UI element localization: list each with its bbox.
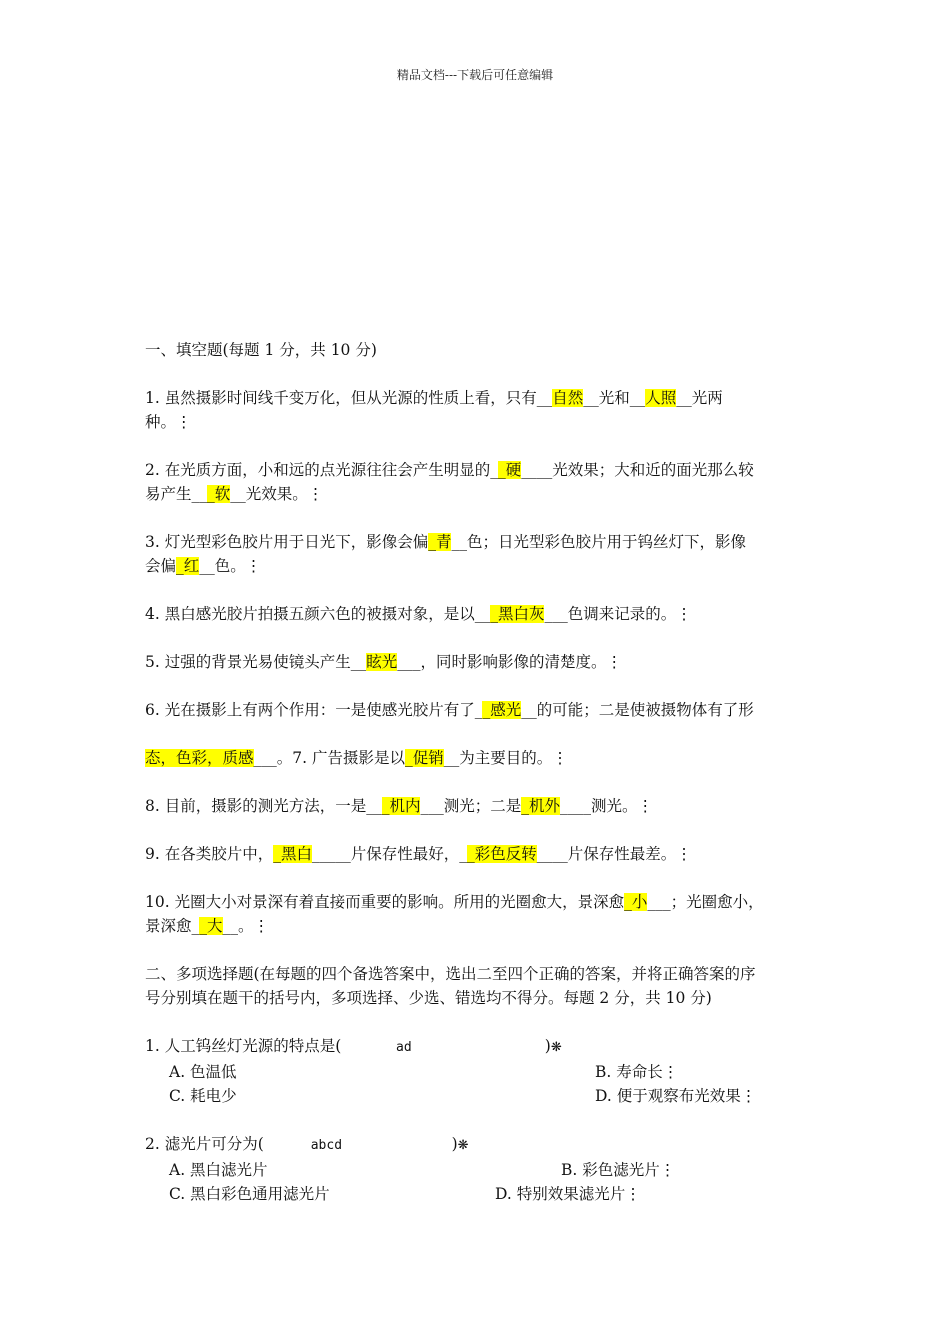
option-a: A. 色温低	[169, 1063, 237, 1081]
option-a: A. 黑白滤光片	[169, 1161, 268, 1179]
question-10: 10. 光圈大小对景深有着直接而重要的影响。所用的光圈愈大，景深愈_小___；光圈愈小，	[145, 893, 764, 911]
option-c: C. 黑白彩色通用滤光片	[169, 1185, 330, 1203]
mc-question-1: 1. 人工钨丝灯光源的特点是( ad )❋	[145, 1034, 815, 1060]
answer-highlight: 眩光	[366, 653, 398, 671]
question-1: 1. 虽然摄影时间线千变万化，但从光源的性质上看，只有__自然__光和__人照__光两	[145, 389, 723, 407]
question-9: 9. 在各类胶片中，_黑白_____片保存性最好，__彩色反转____片保存性最差。⋮	[145, 845, 692, 863]
answer-highlight: 自然	[552, 389, 584, 407]
swirl-icon: ❋	[550, 1040, 562, 1055]
mc-answer: ad	[341, 1040, 545, 1055]
section2-title-cont: 号分别填在题干的括号内，多项选择、少选、错选均不得分。每题 2 分，共 10 分)	[145, 989, 712, 1007]
answer-highlight: _彩色反转	[467, 845, 537, 863]
answer-highlight: _促销	[404, 749, 444, 767]
question-10-cont: 景深愈__大__。⋮	[145, 917, 270, 935]
mc-options-row	[145, 1158, 815, 1182]
option-d: D. 便于观察布光效果⋮	[595, 1087, 757, 1105]
mc-options-row	[145, 1060, 815, 1084]
question-2-cont: 易产生___软__光效果。⋮	[145, 485, 324, 503]
answer-highlight: _黑白	[273, 845, 312, 863]
section1-title: 一、填空题(每题 1 分，共 10 分)	[145, 341, 377, 359]
option-c: C. 耗电少	[169, 1087, 237, 1105]
document-body	[145, 338, 815, 1206]
answer-highlight: _机外	[521, 797, 561, 815]
question-3-cont: 会偏_红__色。⋮	[145, 557, 262, 575]
answer-highlight: 态，色彩，质感	[145, 749, 254, 767]
page-header: 精品文档---下载后可任意编辑	[396, 68, 554, 82]
answer-highlight: 人照	[645, 389, 677, 407]
mc-options-row	[145, 1084, 815, 1108]
question-4: 4. 黑白感光胶片拍摄五颜六色的被摄对象，是以___黑白灰___色调来记录的。⋮	[145, 605, 692, 623]
option-b: B. 寿命长⋮	[595, 1063, 679, 1081]
swirl-icon: ❋	[457, 1138, 469, 1153]
answer-highlight: _感光	[482, 701, 522, 719]
question-2: 2. 在光质方面，小和远的点光源往往会产生明显的__硬____光效果；大和近的面光那么较	[145, 461, 754, 479]
answer-highlight: _小	[624, 893, 648, 911]
section2-title: 二、多项选择题(在每题的四个备选答案中，选出二至四个正确的答案，并将正确答案的序	[145, 965, 756, 983]
mc-question-2: 2. 滤光片可分为( abcd )❋	[145, 1132, 815, 1158]
question-3: 3. 灯光型彩色胶片用于日光下，影像会偏_青__色；日光型彩色胶片用于钨丝灯下，影像	[145, 533, 746, 551]
mc-options-row	[145, 1182, 815, 1206]
answer-highlight: _软	[207, 485, 231, 503]
question-8: 8. 目前，摄影的测光方法，一是___机内___测光；二是_机外____测光。⋮	[145, 797, 654, 815]
mc-answer: abcd	[263, 1138, 452, 1153]
option-d: D. 特别效果滤光片⋮	[495, 1185, 641, 1203]
question-6: 6. 光在摄影上有两个作用：一是使感光胶片有了__感光__的可能；二是使被摄物体有了形	[145, 701, 754, 719]
question-1-cont: 种。⋮	[145, 413, 192, 431]
question-5: 5. 过强的背景光易使镜头产生__眩光___，同时影响影像的清楚度。⋮	[145, 653, 622, 671]
answer-highlight: _机内	[381, 797, 421, 815]
answer-highlight: _黑白灰	[490, 605, 545, 623]
answer-highlight: _硬	[497, 461, 522, 479]
option-b: B. 彩色滤光片⋮	[561, 1161, 676, 1179]
answer-highlight: _大	[199, 917, 223, 935]
answer-highlight: _青	[428, 533, 452, 551]
answer-highlight: _红	[176, 557, 200, 575]
question-6-cont: 态，色彩，质感___。7. 广告摄影是以_促销__为主要目的。⋮	[145, 749, 568, 767]
